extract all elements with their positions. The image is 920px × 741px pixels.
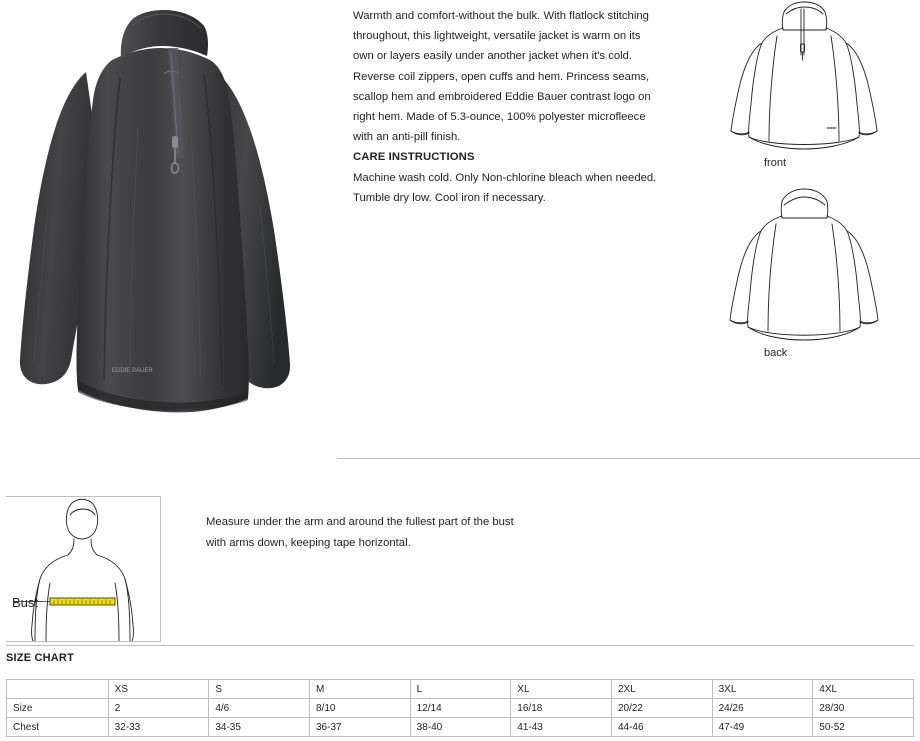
table-header-xl: XL [511, 680, 612, 699]
cell-size-3xl: 24/26 [712, 699, 813, 718]
lineart-front-caption: front [764, 157, 787, 169]
table-corner-cell [7, 680, 109, 699]
table-header-m: M [309, 680, 410, 699]
cell-chest-l: 38-40 [410, 718, 511, 737]
cell-chest-3xl: 47-49 [712, 718, 813, 737]
lineart-back-caption: back [764, 347, 788, 359]
table-header-3xl: 3XL [712, 680, 813, 699]
product-photo [8, 8, 338, 433]
cell-size-xl: 16/18 [511, 699, 612, 718]
care-instructions-heading: CARE INSTRUCTIONS [353, 151, 475, 164]
table-header-4xl: 4XL [813, 680, 914, 699]
cell-chest-s: 34-35 [209, 718, 310, 737]
table-header-l: L [410, 680, 511, 699]
cell-chest-xl: 41-43 [511, 718, 612, 737]
bust-label: Bust [12, 595, 39, 610]
cell-chest-m: 36-37 [309, 718, 410, 737]
cell-chest-xs: 32-33 [108, 718, 209, 737]
description-paragraph: Warmth and comfort-without the bulk. With flatlock stitching throughout, this lightweight, versatile jacket is warm on its own or layers easily under another jacket when it's cold. Reverse coil zippers, open cuffs and hem. Princess seams, scallop hem and embroidered Eddie Bauer contrast logo on right hem. Made of 5.3-ounce, 100% polyester microfleece with an anti-pill finish. [353, 10, 651, 144]
row-label-size: Size [7, 699, 109, 718]
cell-chest-4xl: 50-52 [813, 718, 914, 737]
measurement-instructions-text: Measure under the arm and around the fullest part of the bust with arms down, keeping tape horizontal. [206, 516, 514, 549]
table-header-row [7, 680, 914, 699]
cell-size-l: 12/14 [410, 699, 511, 718]
measurement-instructions [206, 512, 536, 553]
table-header-2xl: 2XL [611, 680, 712, 699]
brand-mark: EDDIE BAUER [112, 368, 153, 374]
care-instructions-text: Machine wash cold. Only Non-chlorine bleach when needed. Tumble dry low. Cool iron if necessary. [353, 171, 657, 204]
cell-chest-2xl: 44-46 [611, 718, 712, 737]
cell-size-2xl: 20/22 [611, 699, 712, 718]
bust-measure-figure [6, 496, 161, 642]
cell-size-xs: 2 [108, 699, 209, 718]
sizechart-divider [6, 645, 914, 646]
cell-size-4xl: 28/30 [813, 699, 914, 718]
section-divider [337, 458, 920, 459]
cell-size-m: 8/10 [309, 699, 410, 718]
size-chart-table [6, 679, 914, 737]
table-row [7, 718, 914, 737]
table-header-s: S [209, 680, 310, 699]
row-label-chest: Chest [7, 718, 109, 737]
cell-size-s: 4/6 [209, 699, 310, 718]
table-row [7, 699, 914, 718]
table-header-xs: XS [108, 680, 209, 699]
lineart-back-view [700, 185, 900, 345]
lineart-front-view [700, 0, 900, 155]
size-chart-title: SIZE CHART [6, 652, 74, 664]
product-description [353, 6, 663, 208]
